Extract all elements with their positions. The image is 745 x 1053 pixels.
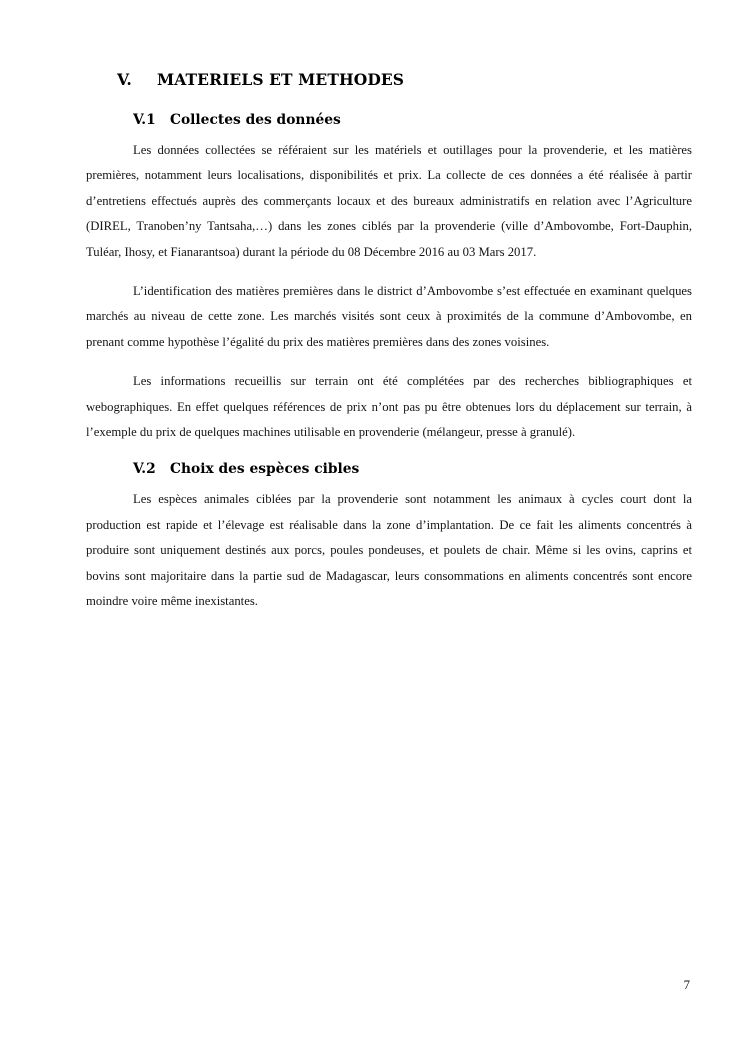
section-heading bbox=[133, 461, 692, 478]
page-number: 7 bbox=[683, 978, 690, 992]
section-number: V.1 bbox=[133, 112, 156, 128]
chapter-heading bbox=[117, 70, 692, 90]
paragraph: L’identification des matières premières dans le district d’Ambovombe s’est effectuée en examinant quelques marchés au niveau de cette zone. Les marchés visités sont ceux à proximités de la commune d’Ambovombe, en prenant comme hypothèse l’égalité du prix des matières premières dans des zones voisines. bbox=[86, 284, 692, 349]
section-title: Choix des espèces cibles bbox=[170, 461, 360, 478]
section-title: Collectes des données bbox=[170, 112, 341, 128]
section-heading bbox=[133, 112, 692, 129]
chapter-title: MATERIELS ET METHODES bbox=[157, 70, 405, 89]
paragraph: Les données collectées se référaient sur les matériels et outillages pour la provenderie, et les matières premières, notamment leurs localisations, disponibilités et prix. La collecte de ces données a été réalisée à partir d’entretiens effectués auprès des commerçants locaux et des bureaux administratifs en relation avec l’Agriculture (DIREL, Tranoben’ny Tantsaha,…) dans les zones ciblés par la provenderie (ville d’Ambovombe, Fort-Dauphin, Tuléar, Ihosy, et Fianarantsoa) durant la période du 08 Décembre 2016 au 03 Mars 2017. bbox=[86, 143, 692, 259]
section-number: V.2 bbox=[133, 461, 156, 478]
paragraph: Les informations recueillis sur terrain ont été complétées par des recherches bibliographiques et webographiques. En effet quelques références de prix n’ont pas pu être obtenues lors du déplacement sur terrain, à l’exemple du prix de quelques machines utilisable en provenderie (mélangeur, presse à granulé). bbox=[86, 374, 692, 440]
paragraph: Les espèces animales ciblées par la provenderie sont notamment les animaux à cycles court dont la production est rapide et l’élevage est réalisable dans la zone d’implantation. De ce fait les aliments concentrés à produire sont uniquement destinés aux porcs, poules pondeuses, et poulets de chair. Même si les ovins, caprins et bovins sont majoritaire dans la partie sud de Madagascar, leurs consommations en aliments concentrés sont encore moindre voire même inexistantes. bbox=[86, 492, 692, 609]
section-choix-des-especes bbox=[86, 461, 692, 614]
section-collectes-des-donnees bbox=[86, 112, 692, 445]
chapter-number: V. bbox=[117, 70, 132, 89]
